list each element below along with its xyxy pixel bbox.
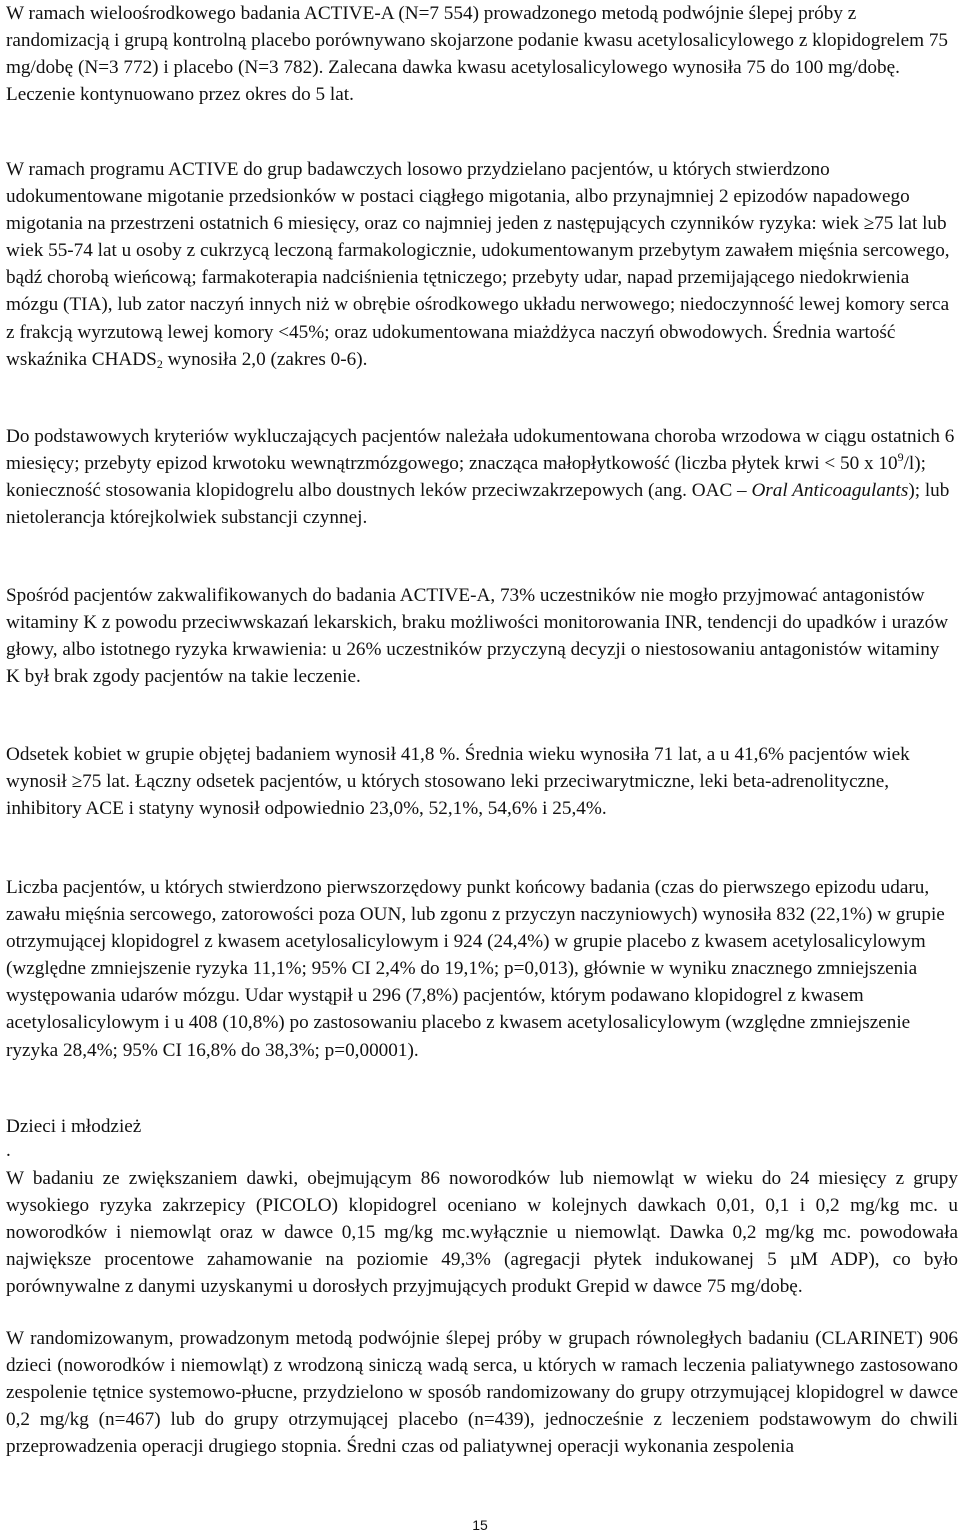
paragraph-active-a: W ramach wieloośrodkowego badania ACTIVE-A (N=7 554) prowadzonego metodą podwójnie ślepej próby z randomizacją i grupą kontrolną placebo porównywano skojarzone podanie kwasu acetylosalicylowego z klopidogrelem 75 mg/dobę (N=3 772) i placebo (N=3 782). Zalecana dawka kwasu acetylosalicylowego wynosiła 75 do 100 mg/dobę. Leczenie kontynuowano przez okres do 5 lat. xyxy=(6,3,949,106)
paragraph-qualified-patients: Spośród pacjentów zakwalifikowanych do badania ACTIVE-A, 73% uczestników nie mogło przyjmować antagonistów witaminy K z powodu przeciwwskazań lekarskich, braku możliwości monitorowania INR, tendencji do upadków i urazów głowy, albo istotnego ryzyka krwawienia: u 26% uczestników przyczyną decyzji o niestosowaniu antagonistów witaminy K był brak zgody pacjentów na takie leczenie. xyxy=(6,585,949,688)
paragraph-primary-endpoint: Liczba pacjentów, u których stwierdzono pierwszorzędowy punkt końcowy badania (czas do pierwszego epizodu udaru, zawału mięśnia sercowego, zatorowości poza OUN, lub zgonu z przyczyn naczyniowych) wynosiła 832 (22,1%) w grupie otrzymującej klopidogrel z kwasem acetylosalicylowym i 924 (24,4%) w grupie placebo z kwasem acetylosalicylowym (względne zmniejszenie ryzyka 11,1%; 95% CI 2,4% do 19,1%; p=0,013), głównie w wyniku znacznego zmniejszenia występowania udarów mózgu. Udar wystąpił u 296 (7,8%) pacjentów, którym podawano klopidogrel z kwasem acetylosalicylowym i u 408 (10,8%) po zastosowaniu placebo z kwasem acetylosalicylowym (względne zmniejszenie ryzyka 28,4%; 95% CI 16,8% do 38,3%; p=0,00001). xyxy=(6,877,945,1061)
stray-dot: . xyxy=(6,1140,11,1161)
superscript-9: 9 xyxy=(897,450,904,465)
subscript-2: 2 xyxy=(156,356,163,371)
paragraph-picolo: W badaniu ze zwiększaniem dawki, obejmującym 86 noworodków lub niemowląt w wieku do 24 miesięcy z grupy wysokiego ryzyka zakrzepicy (PICOLO) klopidogrel oceniano w kolejnych dawkach 0,01, 0,1 i 0,2 mg/kg mc. u noworodków i niemowląt oraz w dawce 0,15 mg/kg mc.wyłącznie u niemowląt. Dawka 0,2 mg/kg mc. powodowała największe procentowe zahamowanie na poziomie 49,3% (agregacji płytek indukowanej 5 µM ADP), co było porównywalne z danymi uzyskanymi u dorosłych przyjmujących produkt Grepid w dawce 75 mg/dobę. xyxy=(6,1168,958,1298)
page-number: 15 xyxy=(472,1517,488,1533)
italic-oral-anticoagulants: Oral Anticoagulants xyxy=(751,480,909,502)
paragraph-active-program: W ramach programu ACTIVE do grup badawczych losowo przydzielano pacjentów, u których stwierdzono udokumentowane migotanie przedsionków w postaci ciągłego migotania, albo przynajmniej 2 epizodów napadowego migotania na przestrzeni ostatnich 6 miesięcy, oraz co najmniej jeden z następujących czynników ryzyka: wiek ≥75 lat lub wiek 55-74 lat u osoby z cukrzycą leczoną farmakologicznie, udokumentowanym przebytym zawałem mięśnia sercowego, bądź chorobą wieńcową; farmakoterapia nadciśnienia tętniczego; przebyty udar, napad przemijającego niedokrwienia mózgu (TIA), lub zator naczyń innych niż w obrębie ośrodkowego układu nerwowego; niedoczynność lewej komory serca z frakcją wyrzutową lewej komory <45%; oraz udokumentowana miażdżyca naczyń obwodowych. Średnia wartość wskaźnika $CHADS_2$ wynosiła 2,0 (zakres 0-6). xyxy=(6,159,950,371)
paragraph-clarinet: W randomizowanym, prowadzonym metodą podwójnie ślepej próby w grupach równoległych badaniu (CLARINET) 906 dzieci (noworodków i niemowląt) z wrodzoną siniczą wadą serca, u których w ramach leczenia paliatywnego zastosowano zespolenie tętnice systemowo-płucne, przydzielono w sposób randomizowany do grupy otrzymującej klopidogrel w dawce 0,2 mg/kg (n=467) lub do grupy otrzymującej placebo (n=439), jednocześnie z leczeniem podstawowym do chwili przeprowadzenia operacji drugiego stopnia. Średni czas od paliatywnej operacji wykonania zespolenia xyxy=(6,1328,958,1458)
paragraph-exclusion-criteria: Do podstawowych kryteriów wykluczających pacjentów należała udokumentowana choroba wrzodowa w ciągu ostatnich 6 miesięcy; przebyty epizod krwotoku wewnątrzmózgowego; znacząca małopłytkowość (liczba płytek krwi < 50 x $10^9/l$); konieczność stosowania klopidogrelu albo doustnych leków przeciwzakrzepowych (ang. OAC – Oral Anticoagulants); lub nietolerancja którejkolwiek substancji czynnej. xyxy=(6,426,955,529)
section-heading-children: Dzieci i młodzież xyxy=(6,1116,142,1137)
paragraph-demographics: Odsetek kobiet w grupie objętej badaniem wynosił 41,8 %. Średnia wieku wynosiła 71 lat, a u 41,6% pacjentów wiek wynosił ≥75 lat. Łączny odsetek pacjentów, u których stosowano leki przeciwarytmiczne, leki beta-adrenolityczne, inhibitory ACE i statyny wynosił odpowiednio 23,0%, 52,1%, 54,6% i 25,4%. xyxy=(6,744,910,820)
